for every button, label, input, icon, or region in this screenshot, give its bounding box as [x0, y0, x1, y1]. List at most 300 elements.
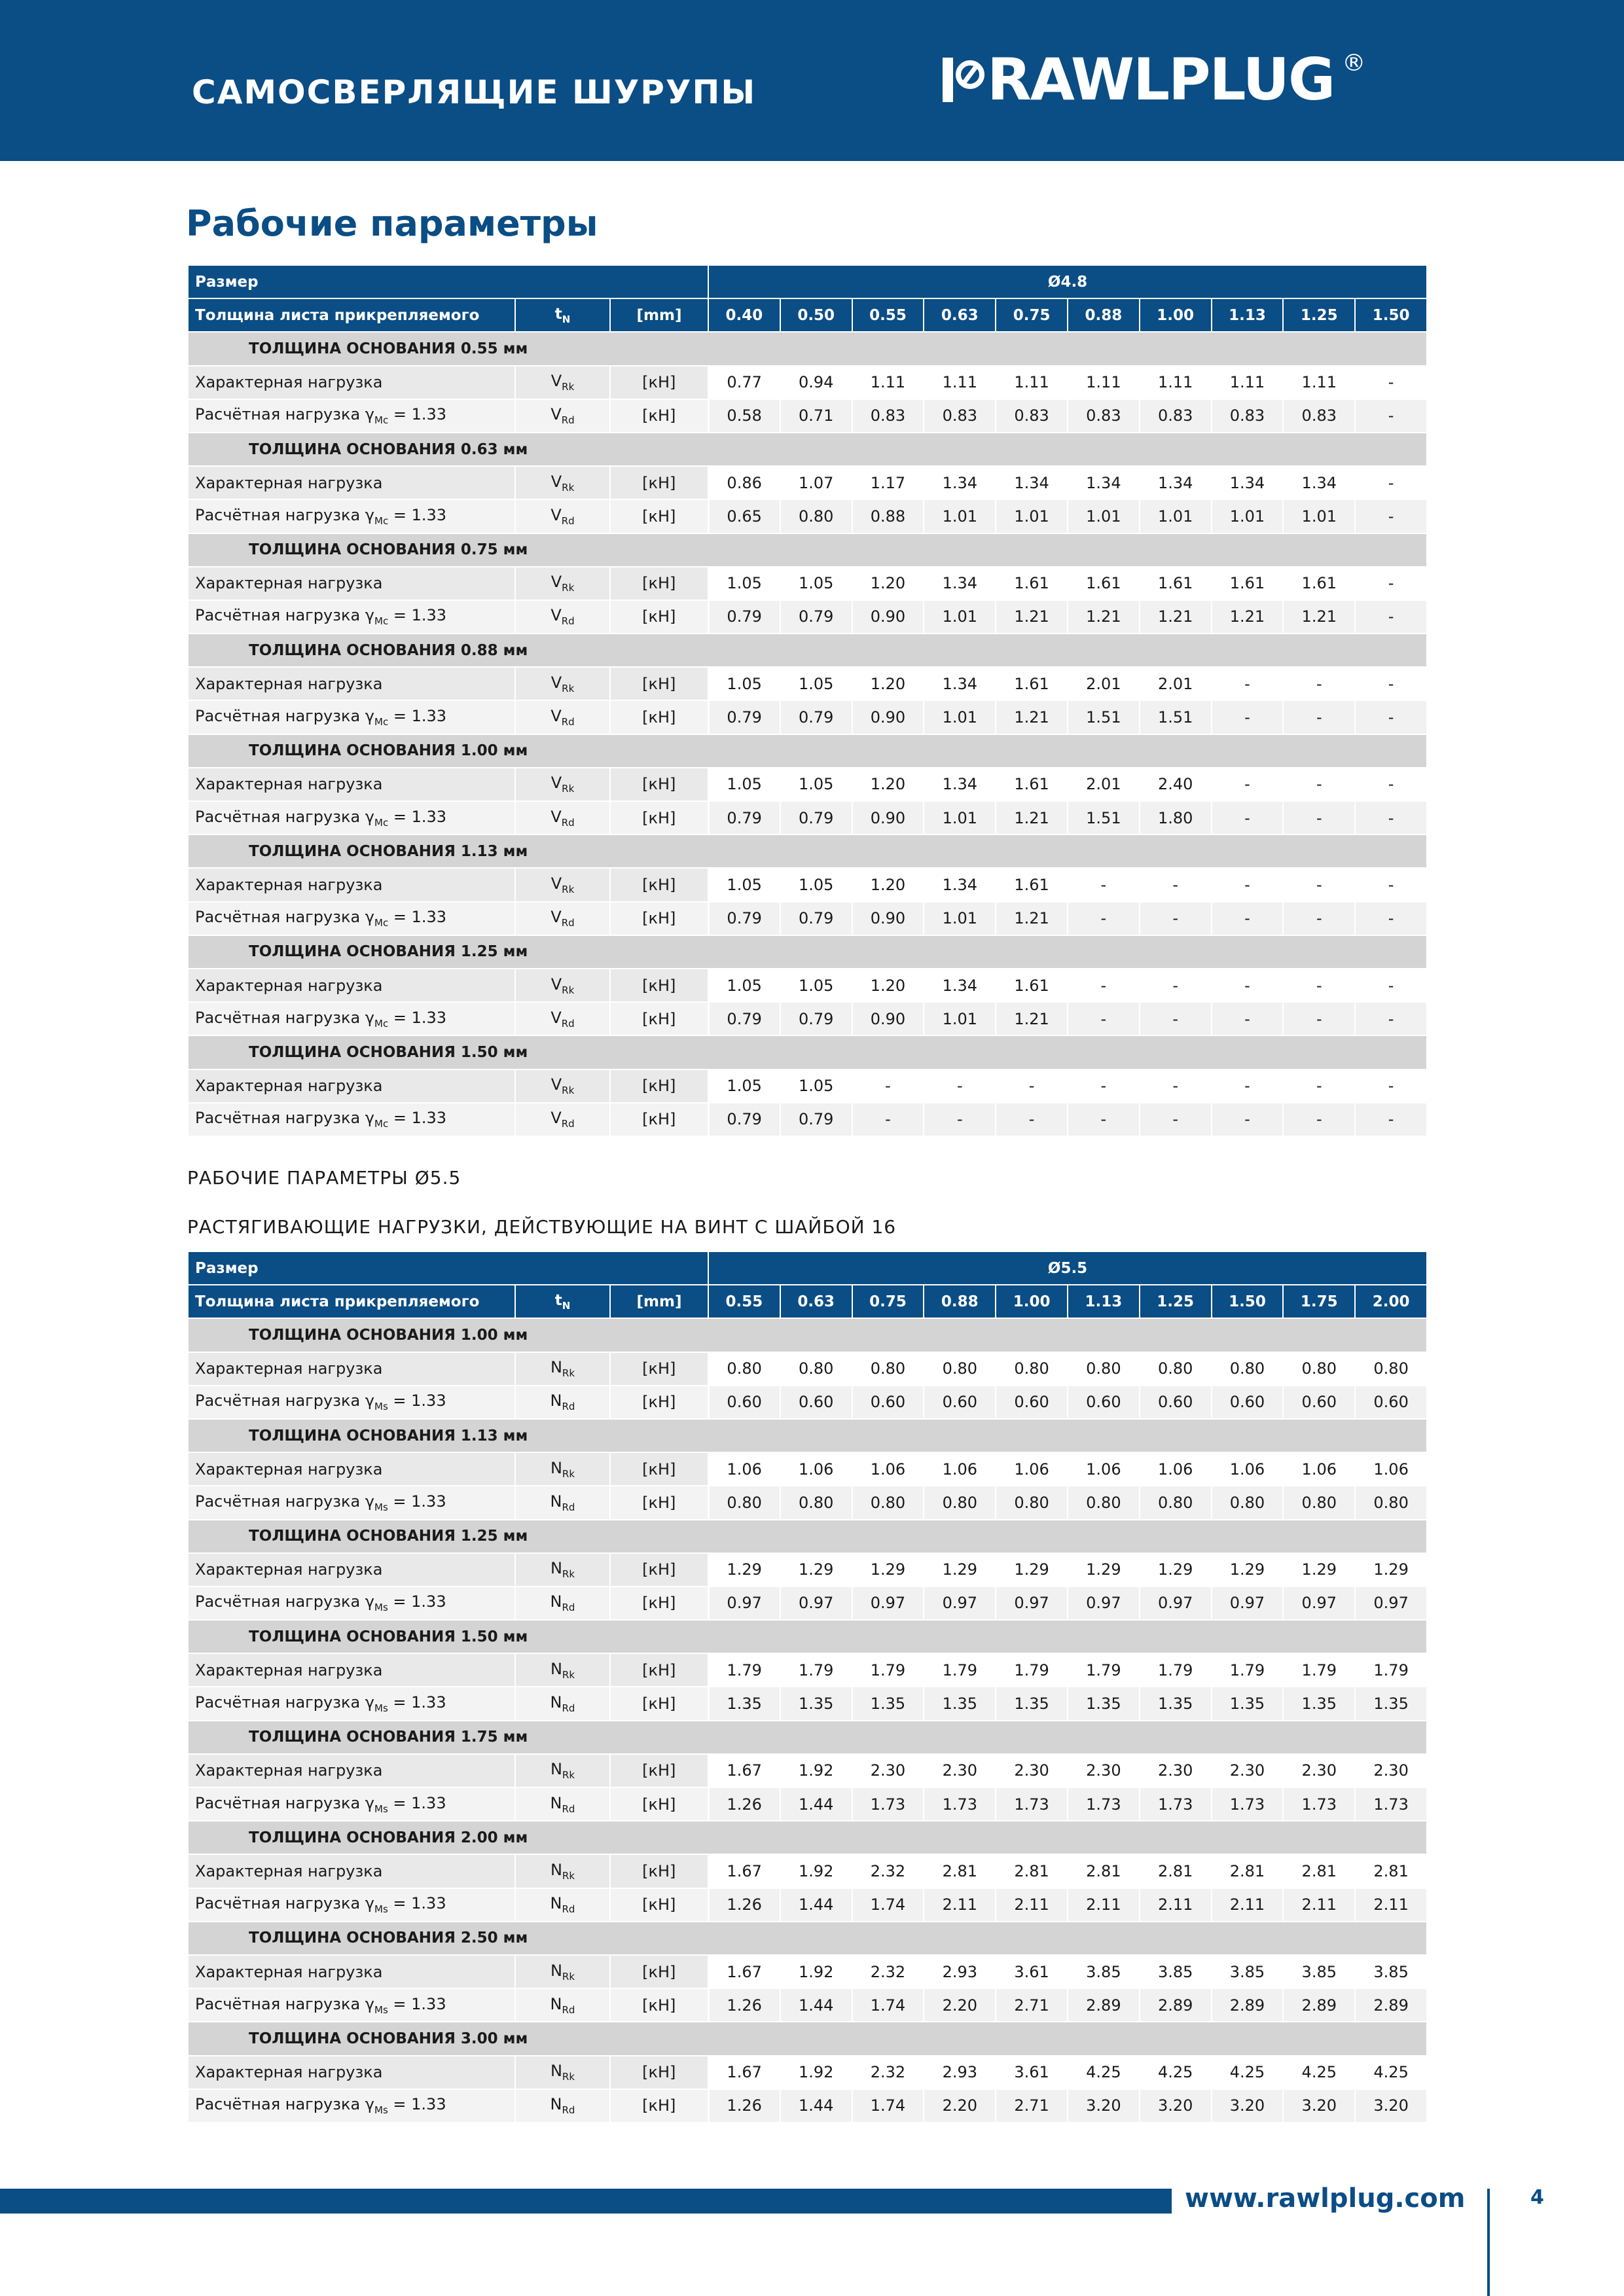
mm-unit: [mm]	[610, 298, 708, 332]
load-symbol-letter: N	[550, 1492, 562, 1511]
load-value-cell: 1.35	[1140, 1687, 1212, 1720]
load-value-cell: 0.79	[708, 1103, 780, 1136]
load-value-cell: -	[1212, 801, 1284, 834]
load-symbol	[515, 499, 610, 533]
characteristic-load-row	[188, 366, 1427, 399]
base-thickness-row	[188, 533, 1427, 567]
load-value-cell: -	[1212, 902, 1284, 935]
load-unit: [кН]	[610, 399, 708, 433]
tn-symbol-sub: N	[562, 313, 571, 325]
column-header: 0.75	[852, 1285, 924, 1318]
load-symbol-sub: Rd	[561, 414, 575, 427]
load-value-cell: 0.80	[924, 1486, 996, 1519]
load-value-cell: 0.90	[852, 801, 924, 834]
load-value-cell: 0.80	[780, 1352, 852, 1386]
load-symbol-sub: Rk	[562, 481, 575, 493]
load-value-cell: 1.34	[924, 768, 996, 801]
design-load-row	[188, 902, 1427, 935]
load-label-text: Расчётная нагрузка γ	[195, 1492, 375, 1511]
load-symbol	[515, 600, 610, 634]
load-value-cell: 1.61	[996, 667, 1068, 700]
base-thickness-row	[188, 634, 1427, 667]
load-label	[188, 1386, 515, 1419]
characteristic-load-row	[188, 1955, 1427, 1988]
load-value-cell: 0.79	[708, 801, 780, 834]
base-thickness-row	[188, 1721, 1427, 1754]
design-load-row	[188, 1687, 1427, 1720]
column-header: 1.00	[996, 1285, 1068, 1318]
load-value-cell: 1.01	[1140, 499, 1212, 533]
load-symbol	[515, 1386, 610, 1419]
load-value-cell: 1.34	[924, 567, 996, 600]
table-header-row	[188, 1251, 1427, 1285]
load-symbol-sub: Rd	[561, 514, 575, 527]
load-value-cell: 3.85	[1283, 1955, 1355, 1988]
base-thickness-label: ТОЛЩИНА ОСНОВАНИЯ 0.75 мм	[188, 533, 1427, 567]
load-value-cell: -	[1283, 902, 1355, 935]
load-value-cell: 1.26	[708, 1888, 780, 1922]
design-load-row	[188, 1988, 1427, 2022]
base-thickness-row	[188, 2022, 1427, 2055]
load-value-cell: -	[1140, 969, 1212, 1002]
design-load-row	[188, 1103, 1427, 1136]
column-header: 0.88	[1068, 298, 1140, 332]
design-load-row	[188, 1587, 1427, 1620]
footer-website-link[interactable]: www.rawlplug.com	[1185, 2183, 1466, 2214]
load-unit: [кН]	[610, 1854, 708, 1888]
load-symbol-letter: V	[550, 874, 562, 893]
load-value-cell: 1.06	[996, 1452, 1068, 1486]
load-value-cell: 0.79	[780, 1002, 852, 1035]
load-value-cell: 2.32	[852, 1955, 924, 1988]
gamma-value: = 1.33	[388, 1391, 446, 1410]
load-value-cell: 0.83	[1140, 399, 1212, 433]
characteristic-load-row	[188, 667, 1427, 700]
load-label	[188, 600, 515, 634]
load-label-text: Расчётная нагрузка γ	[195, 505, 375, 524]
load-value-cell: 2.20	[924, 1988, 996, 2022]
load-value-cell: 1.21	[996, 801, 1068, 834]
load-label	[188, 1653, 515, 1687]
load-value-cell: 1.79	[1068, 1653, 1140, 1687]
load-symbol-letter: N	[550, 1994, 562, 2013]
load-value-cell: 0.60	[996, 1386, 1068, 1419]
load-unit: [кН]	[610, 1653, 708, 1687]
column-header: 2.00	[1355, 1285, 1427, 1318]
base-thickness-row	[188, 1520, 1427, 1553]
load-symbol-sub: Rd	[561, 716, 575, 728]
page-number: 4	[1530, 2186, 1544, 2209]
load-value-cell: 1.44	[780, 1888, 852, 1922]
load-value-cell: 0.80	[780, 499, 852, 533]
load-unit: [кН]	[610, 1687, 708, 1720]
load-value-cell: 1.73	[924, 1787, 996, 1821]
gamma-subscript: Mc	[374, 514, 389, 527]
column-header: 1.75	[1283, 1285, 1355, 1318]
load-value-cell: 1.35	[996, 1687, 1068, 1720]
header-title: САМОСВЕРЛЯЩИЕ ШУРУПЫ	[192, 73, 757, 111]
load-value-cell: 0.60	[1283, 1386, 1355, 1419]
load-symbol-sub: Rd	[562, 2104, 575, 2117]
load-unit: [кН]	[610, 667, 708, 700]
load-label	[188, 1103, 515, 1136]
load-value-cell: 0.97	[996, 1587, 1068, 1620]
base-thickness-label: ТОЛЩИНА ОСНОВАНИЯ 0.63 мм	[188, 433, 1427, 466]
gamma-value: = 1.33	[388, 1008, 447, 1027]
load-value-cell: 0.90	[852, 902, 924, 935]
load-value-cell: 1.20	[852, 667, 924, 700]
design-load-row	[188, 1888, 1427, 1922]
load-symbol-letter: N	[550, 1659, 562, 1678]
table-header-row	[188, 1285, 1427, 1318]
load-value-cell: 0.79	[708, 1002, 780, 1035]
load-value-cell: -	[1212, 700, 1284, 734]
load-symbol	[515, 868, 610, 901]
load-symbol-letter: V	[550, 975, 562, 994]
load-value-cell: 1.11	[924, 366, 996, 399]
load-value-cell: 4.25	[1355, 2056, 1427, 2089]
load-symbol-letter: N	[550, 1693, 562, 1712]
load-label	[188, 399, 515, 433]
load-value-cell: 1.01	[1283, 499, 1355, 533]
load-value-cell: 1.01	[1212, 499, 1284, 533]
load-value-cell: 2.81	[1140, 1854, 1212, 1888]
caption-working-params: РАБОЧИЕ ПАРАМЕТРЫ Ø5.5	[187, 1167, 461, 1189]
load-value-cell: -	[1355, 768, 1427, 801]
load-label-text: Расчётная нагрузка γ	[195, 1008, 375, 1027]
load-value-cell: 1.11	[1068, 366, 1140, 399]
load-unit: [кН]	[610, 1553, 708, 1587]
load-symbol-sub: Rk	[562, 1467, 575, 1480]
design-load-row	[188, 1787, 1427, 1821]
column-header: 1.50	[1355, 298, 1427, 332]
load-label	[188, 2089, 515, 2123]
load-label-text: Расчётная нагрузка γ	[195, 405, 375, 424]
load-label	[188, 2056, 515, 2089]
base-thickness-row	[188, 1035, 1427, 1069]
load-unit: [кН]	[610, 1386, 708, 1419]
load-value-cell: 1.67	[708, 1955, 780, 1988]
load-label	[188, 366, 515, 399]
load-unit: [кН]	[610, 700, 708, 734]
mm-unit: [mm]	[610, 1285, 708, 1318]
column-header: 0.63	[924, 298, 996, 332]
column-header: 0.88	[924, 1285, 996, 1318]
load-label	[188, 1888, 515, 1922]
load-value-cell: -	[1212, 1069, 1284, 1103]
load-unit: [кН]	[610, 1352, 708, 1386]
load-value-cell: 2.89	[1140, 1988, 1212, 2022]
load-symbol	[515, 768, 610, 801]
gamma-subscript: Mc	[374, 816, 389, 829]
load-value-cell: 1.21	[996, 600, 1068, 634]
load-value-cell: 1.05	[708, 768, 780, 801]
load-value-cell: 1.61	[996, 768, 1068, 801]
load-unit: [кН]	[610, 1888, 708, 1922]
load-value-cell: 1.73	[1212, 1787, 1284, 1821]
load-value-cell: 2.11	[1355, 1888, 1427, 1922]
load-value-cell: 2.11	[1140, 1888, 1212, 1922]
load-value-cell: -	[1355, 366, 1427, 399]
load-value-cell: 0.79	[780, 1103, 852, 1136]
load-symbol-sub: Rk	[562, 682, 575, 694]
load-symbol	[515, 1587, 610, 1620]
load-value-cell: 0.97	[1068, 1587, 1140, 1620]
load-value-cell: -	[1355, 700, 1427, 734]
base-thickness-label: ТОЛЩИНА ОСНОВАНИЯ 1.13 мм	[188, 834, 1427, 868]
sheet-thickness-label: Толщина листа прикрепляемого	[188, 298, 515, 332]
load-value-cell: 1.11	[1212, 366, 1284, 399]
load-symbol-letter: N	[550, 1961, 562, 1980]
tn-symbol-letter: t	[554, 1291, 562, 1309]
load-symbol	[515, 1103, 610, 1136]
load-value-cell: 1.34	[1068, 466, 1140, 499]
load-value-cell: 4.25	[1140, 2056, 1212, 2089]
gamma-value: = 1.33	[388, 405, 447, 424]
load-value-cell: 2.81	[996, 1854, 1068, 1888]
load-value-cell: 1.79	[1140, 1653, 1212, 1687]
load-value-cell: -	[924, 1069, 996, 1103]
load-label	[188, 1486, 515, 1519]
load-unit: [кН]	[610, 466, 708, 499]
load-label-text: Расчётная нагрузка γ	[195, 1894, 375, 1913]
load-value-cell: 2.30	[1212, 1754, 1284, 1787]
load-symbol-sub: Rk	[562, 984, 575, 996]
load-value-cell: -	[1355, 868, 1427, 901]
design-load-row	[188, 2089, 1427, 2123]
logo-wordmark: RAWLPLUG	[987, 46, 1335, 113]
load-value-cell: -	[1212, 868, 1284, 901]
load-value-cell: 1.01	[996, 499, 1068, 533]
base-thickness-label: ТОЛЩИНА ОСНОВАНИЯ 2.50 мм	[188, 1922, 1427, 1955]
gamma-subscript: Mc	[374, 1017, 389, 1030]
load-value-cell: -	[1212, 667, 1284, 700]
design-load-row	[188, 499, 1427, 533]
load-value-cell: 0.79	[780, 700, 852, 734]
load-value-cell: 1.34	[1140, 466, 1212, 499]
load-value-cell: 0.90	[852, 1002, 924, 1035]
load-value-cell: 1.01	[1068, 499, 1140, 533]
load-value-cell: 1.80	[1140, 801, 1212, 834]
load-symbol	[515, 667, 610, 700]
load-value-cell: 1.34	[1212, 466, 1284, 499]
load-value-cell: 0.60	[1355, 1386, 1427, 1419]
load-value-cell: -	[924, 1103, 996, 1136]
load-symbol	[515, 1486, 610, 1519]
base-thickness-row	[188, 834, 1427, 868]
column-header: 1.50	[1212, 1285, 1284, 1318]
load-value-cell: 1.51	[1068, 700, 1140, 734]
load-value-cell: 2.71	[996, 1988, 1068, 2022]
gamma-subscript: Mc	[374, 1118, 389, 1130]
load-symbol	[515, 2056, 610, 2089]
load-value-cell: 1.51	[1140, 700, 1212, 734]
load-symbol-letter: V	[550, 606, 562, 625]
load-value-cell: 1.29	[1212, 1553, 1284, 1587]
gamma-subscript: Ms	[374, 1401, 388, 1413]
load-value-cell: 0.60	[924, 1386, 996, 1419]
load-symbol-letter: N	[550, 1559, 562, 1578]
load-value-cell: 2.11	[924, 1888, 996, 1922]
column-header: 0.50	[780, 298, 852, 332]
load-label-text: Расчётная нагрузка γ	[195, 1693, 375, 1712]
load-value-cell: 1.67	[708, 2056, 780, 2089]
load-value-cell: 0.80	[1068, 1486, 1140, 1519]
load-value-cell: 0.86	[708, 466, 780, 499]
load-symbol-sub: Rk	[562, 582, 575, 594]
load-value-cell: 3.20	[1212, 2089, 1284, 2123]
gamma-subscript: Mc	[374, 917, 389, 929]
footer-bar	[0, 2189, 1172, 2214]
load-value-cell: 0.79	[708, 700, 780, 734]
load-value-cell: 2.11	[1068, 1888, 1140, 1922]
load-value-cell: -	[1212, 1002, 1284, 1035]
load-symbol	[515, 1069, 610, 1103]
gamma-value: = 1.33	[388, 1592, 446, 1611]
load-value-cell: -	[1355, 399, 1427, 433]
load-value-cell: -	[1068, 1069, 1140, 1103]
load-label	[188, 1787, 515, 1821]
load-value-cell: 0.80	[996, 1352, 1068, 1386]
load-value-cell: 2.89	[1283, 1988, 1355, 2022]
load-symbol-letter: V	[550, 1109, 562, 1128]
load-unit: [кН]	[610, 2089, 708, 2123]
load-value-cell: 1.06	[780, 1452, 852, 1486]
load-symbol-sub: Rd	[561, 917, 575, 929]
load-symbol-letter: N	[550, 1358, 562, 1377]
load-value-cell: 0.90	[852, 600, 924, 634]
load-value-cell: 0.80	[1355, 1486, 1427, 1519]
load-value-cell: 0.60	[852, 1386, 924, 1419]
load-value-cell: 2.30	[1283, 1754, 1355, 1787]
load-value-cell: 0.80	[1140, 1352, 1212, 1386]
load-value-cell: -	[1140, 868, 1212, 901]
load-value-cell: 0.60	[708, 1386, 780, 1419]
load-value-cell: -	[1355, 499, 1427, 533]
load-label	[188, 969, 515, 1002]
load-symbol-sub: Rk	[562, 1970, 575, 1982]
load-symbol-letter: N	[550, 2095, 562, 2114]
load-value-cell: 1.74	[852, 1988, 924, 2022]
load-value-cell: 1.79	[852, 1653, 924, 1687]
load-symbol-sub: Rk	[562, 783, 575, 795]
load-value-cell: -	[1283, 801, 1355, 834]
load-value-cell: 1.20	[852, 768, 924, 801]
load-value-cell: 0.80	[924, 1352, 996, 1386]
load-value-cell: 1.05	[708, 969, 780, 1002]
gamma-value: = 1.33	[388, 1693, 446, 1712]
load-value-cell: 1.06	[1355, 1452, 1427, 1486]
load-label	[188, 700, 515, 734]
load-value-cell: 3.85	[1355, 1955, 1427, 1988]
load-value-cell: 2.81	[1212, 1854, 1284, 1888]
load-value-cell: 0.80	[1140, 1486, 1212, 1519]
gamma-subscript: Ms	[374, 1501, 388, 1513]
load-value-cell: 2.01	[1068, 768, 1140, 801]
load-value-cell: 2.30	[924, 1754, 996, 1787]
load-symbol-sub: Rd	[561, 1017, 575, 1030]
characteristic-load-row	[188, 969, 1427, 1002]
column-header: 1.00	[1140, 298, 1212, 332]
load-value-cell: 1.20	[852, 969, 924, 1002]
size-label: Размер	[188, 1251, 708, 1285]
load-value-cell: -	[1283, 868, 1355, 901]
load-symbol	[515, 1452, 610, 1486]
load-value-cell: 0.80	[1212, 1486, 1284, 1519]
load-label-text: Характерная нагрузка	[195, 1861, 383, 1880]
load-symbol-letter: V	[550, 505, 562, 524]
load-value-cell: 1.06	[1283, 1452, 1355, 1486]
load-value-cell: 2.93	[924, 2056, 996, 2089]
load-value-cell: 2.30	[852, 1754, 924, 1787]
characteristic-load-row	[188, 1352, 1427, 1386]
load-value-cell: 0.60	[780, 1386, 852, 1419]
load-value-cell: 1.05	[780, 969, 852, 1002]
load-symbol-sub: Rd	[561, 816, 575, 829]
load-symbol-sub: Rd	[562, 1803, 575, 1815]
load-label-text: Расчётная нагрузка γ	[195, 1592, 375, 1611]
base-thickness-row	[188, 332, 1427, 365]
load-value-cell: 1.79	[708, 1653, 780, 1687]
load-value-cell: 0.80	[852, 1352, 924, 1386]
base-thickness-label: ТОЛЩИНА ОСНОВАНИЯ 2.00 мм	[188, 1821, 1427, 1854]
load-value-cell: 0.97	[1355, 1587, 1427, 1620]
load-symbol-letter: V	[550, 908, 562, 927]
load-symbol-sub: Rd	[562, 1602, 575, 1614]
rawlplug-logo	[943, 46, 1366, 113]
load-symbol-letter: N	[550, 1860, 562, 1879]
load-value-cell: 0.97	[1283, 1587, 1355, 1620]
load-label-text: Расчётная нагрузка γ	[195, 1793, 375, 1812]
design-load-row	[188, 1002, 1427, 1035]
load-symbol-sub: Rd	[562, 1903, 575, 1916]
load-value-cell: -	[1355, 466, 1427, 499]
load-value-cell: 0.80	[1068, 1352, 1140, 1386]
load-unit: [кН]	[610, 2056, 708, 2089]
load-value-cell: 3.85	[1140, 1955, 1212, 1988]
load-value-cell: 1.29	[780, 1553, 852, 1587]
load-symbol	[515, 902, 610, 935]
load-value-cell: 0.80	[1283, 1486, 1355, 1519]
gamma-value: = 1.33	[388, 1894, 446, 1913]
load-value-cell: 1.35	[1212, 1687, 1284, 1720]
load-value-cell: 0.80	[996, 1486, 1068, 1519]
load-label	[188, 1587, 515, 1620]
base-thickness-row	[188, 1620, 1427, 1653]
load-value-cell: 0.80	[708, 1352, 780, 1386]
load-value-cell: -	[1212, 768, 1284, 801]
characteristic-load-row	[188, 768, 1427, 801]
load-symbol-sub: Rk	[562, 2071, 575, 2083]
gamma-subscript: Ms	[374, 1602, 388, 1614]
load-value-cell: 2.01	[1140, 667, 1212, 700]
gamma-subscript: Mc	[374, 615, 389, 628]
load-unit: [кН]	[610, 1452, 708, 1486]
load-value-cell: 2.71	[996, 2089, 1068, 2123]
load-label	[188, 1352, 515, 1386]
load-value-cell: 0.97	[1212, 1587, 1284, 1620]
load-value-cell: 2.89	[1355, 1988, 1427, 2022]
base-thickness-label: ТОЛЩИНА ОСНОВАНИЯ 1.75 мм	[188, 1721, 1427, 1754]
load-value-cell: 1.34	[924, 466, 996, 499]
load-value-cell: 1.73	[852, 1787, 924, 1821]
design-load-row	[188, 1486, 1427, 1519]
load-value-cell: 1.20	[852, 567, 924, 600]
load-label-text: Характерная нагрузка	[195, 674, 383, 693]
load-value-cell: -	[1355, 567, 1427, 600]
load-unit: [кН]	[610, 600, 708, 634]
design-load-row	[188, 600, 1427, 634]
